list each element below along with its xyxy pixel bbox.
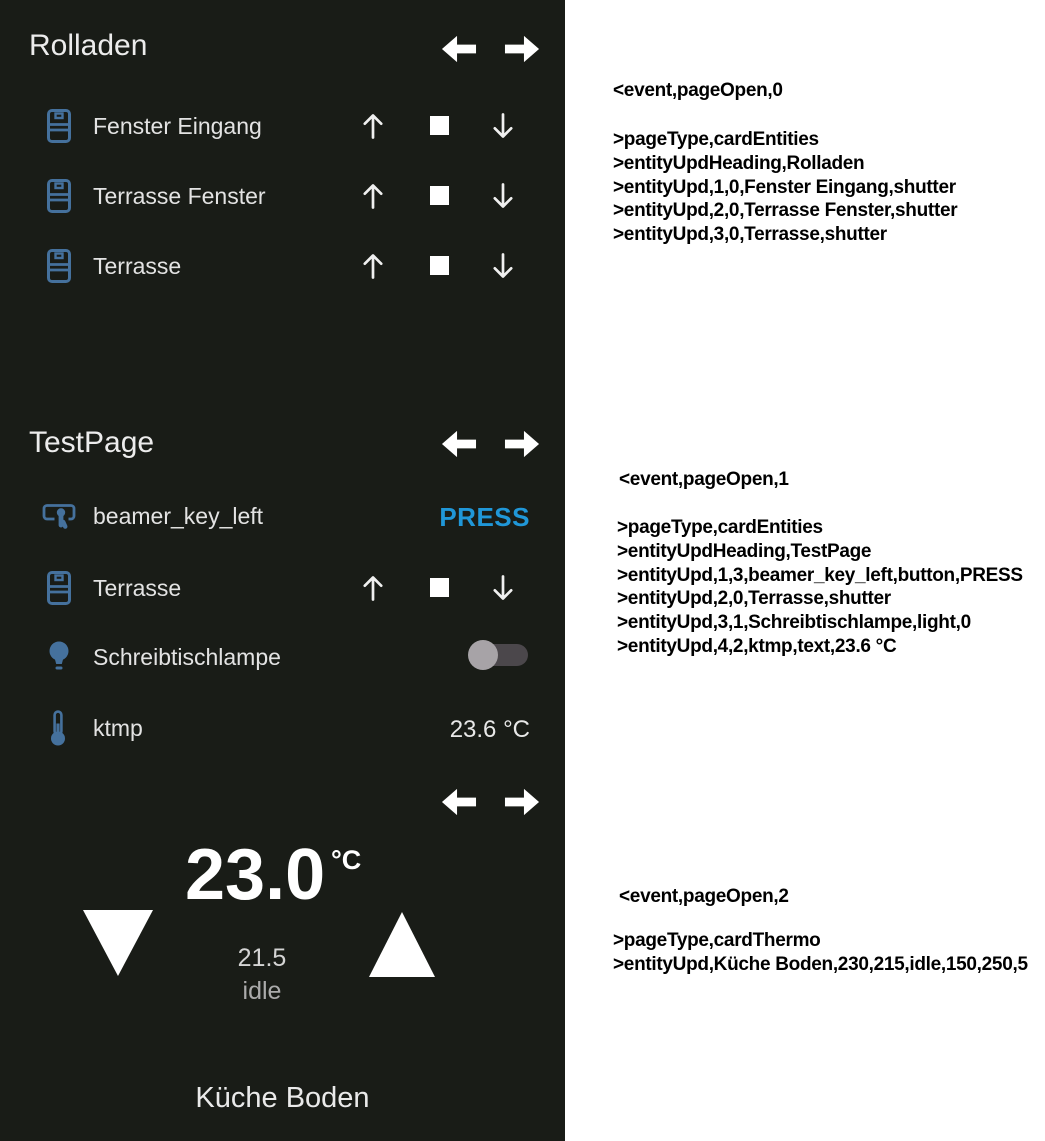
shutter-stop-button[interactable]	[430, 116, 449, 135]
thermometer-icon	[49, 710, 67, 746]
light-toggle[interactable]	[468, 640, 528, 670]
arrow-down-icon	[491, 181, 515, 211]
hvac-state: idle	[242, 977, 282, 1005]
log-line: >entityUpdHeading,TestPage	[617, 540, 872, 562]
shutter-stop-button[interactable]	[430, 256, 449, 275]
arrow-up-icon	[361, 251, 385, 281]
arrow-left-icon	[440, 428, 477, 460]
shutter-icon	[47, 571, 71, 605]
log-line: >entityUpdHeading,Rolladen	[613, 152, 865, 174]
entity-row-ktmp	[0, 693, 565, 763]
nav-prev-button[interactable]	[440, 428, 477, 460]
log-line: >entityUpd,3,0,Terrasse,shutter	[613, 224, 887, 246]
log-block-1	[613, 128, 957, 247]
light-bulb-icon	[47, 640, 71, 674]
entity-label: Terrasse	[93, 575, 182, 601]
entity-label: Schreibtischlampe	[93, 644, 281, 670]
shutter-down-button[interactable]	[491, 573, 515, 603]
press-button[interactable]: PRESS	[439, 502, 530, 532]
entity-row-schreibtischlampe	[0, 622, 565, 692]
entity-row-terrasse-fenster	[0, 161, 565, 231]
arrow-down-icon	[491, 251, 515, 281]
arrow-right-icon	[504, 786, 541, 818]
nav-next-button[interactable]	[504, 428, 541, 460]
target-temp: 21.5	[237, 944, 287, 972]
nav-next-button[interactable]	[504, 33, 541, 65]
thermo-title: Küche Boden	[195, 1082, 370, 1114]
arrow-left-icon	[440, 786, 477, 818]
log-event-line: <event,pageOpen,0	[613, 80, 783, 101]
log-line: >pageType,cardThermo	[613, 930, 821, 951]
entity-label: Terrasse Fenster	[93, 183, 266, 209]
temp-down-button[interactable]	[81, 907, 155, 979]
gesture-tap-icon	[42, 500, 76, 532]
shutter-up-button[interactable]	[361, 251, 385, 281]
shutter-down-button[interactable]	[491, 181, 515, 211]
shutter-stop-button[interactable]	[430, 578, 449, 597]
log-line: >entityUpd,2,0,Terrasse Fenster,shutter	[613, 200, 958, 222]
log-event-line: <event,pageOpen,2	[619, 886, 789, 907]
shutter-icon	[47, 109, 71, 143]
arrow-up-icon	[361, 573, 385, 603]
shutter-up-button[interactable]	[361, 573, 385, 603]
arrow-down-icon	[491, 573, 515, 603]
entity-label: ktmp	[93, 715, 143, 741]
current-temp: 23.0	[185, 835, 326, 915]
entity-row-terrasse	[0, 553, 565, 623]
shutter-up-button[interactable]	[361, 111, 385, 141]
shutter-up-button[interactable]	[361, 181, 385, 211]
log-event-line: <event,pageOpen,1	[619, 469, 789, 490]
entity-label: Terrasse	[93, 253, 182, 279]
sensor-value: 23.6 °C	[449, 716, 530, 743]
arrow-right-icon	[504, 428, 541, 460]
log-line: >entityUpd,3,1,Schreibtischlampe,light,0	[617, 612, 971, 634]
arrow-right-icon	[504, 33, 541, 65]
triangle-up-icon	[366, 910, 438, 980]
shutter-down-button[interactable]	[491, 111, 515, 141]
nav-prev-button[interactable]	[440, 786, 477, 818]
log-line: >entityUpd,1,3,beamer_key_left,button,PRESS	[617, 564, 1023, 586]
log-line: >pageType,cardEntities	[617, 517, 823, 538]
entity-row-beamer-key-left	[0, 481, 565, 551]
shutter-down-button[interactable]	[491, 251, 515, 281]
log-line: >entityUpd,4,2,ktmp,text,23.6 °C	[617, 635, 897, 657]
card-heading-rolladen: Rolladen	[29, 29, 148, 62]
shutter-icon	[47, 249, 71, 283]
log-block-3	[613, 929, 1028, 977]
log-line: >pageType,cardEntities	[613, 129, 819, 150]
entity-label: beamer_key_left	[93, 503, 264, 529]
nav-next-button[interactable]	[504, 786, 541, 818]
temp-unit: °C	[331, 845, 362, 875]
arrow-down-icon	[491, 111, 515, 141]
entity-label: Fenster Eingang	[93, 113, 262, 139]
entity-row-fenster-eingang	[0, 91, 565, 161]
shutter-stop-button[interactable]	[430, 186, 449, 205]
log-block-2	[617, 516, 1023, 659]
shutter-icon	[47, 179, 71, 213]
log-line: >entityUpd,1,0,Fenster Eingang,shutter	[613, 176, 956, 198]
toggle-knob	[468, 640, 498, 670]
nav-prev-button[interactable]	[440, 33, 477, 65]
log-line: >entityUpd,Küche Boden,230,215,idle,150,250,5	[613, 953, 1028, 975]
entity-row-terrasse	[0, 231, 565, 301]
arrow-left-icon	[440, 33, 477, 65]
triangle-down-icon	[81, 907, 155, 979]
temp-up-button[interactable]	[366, 910, 438, 980]
log-line: >entityUpd,2,0,Terrasse,shutter	[617, 588, 891, 610]
card-heading-testpage: TestPage	[29, 426, 155, 459]
arrow-up-icon	[361, 181, 385, 211]
arrow-up-icon	[361, 111, 385, 141]
